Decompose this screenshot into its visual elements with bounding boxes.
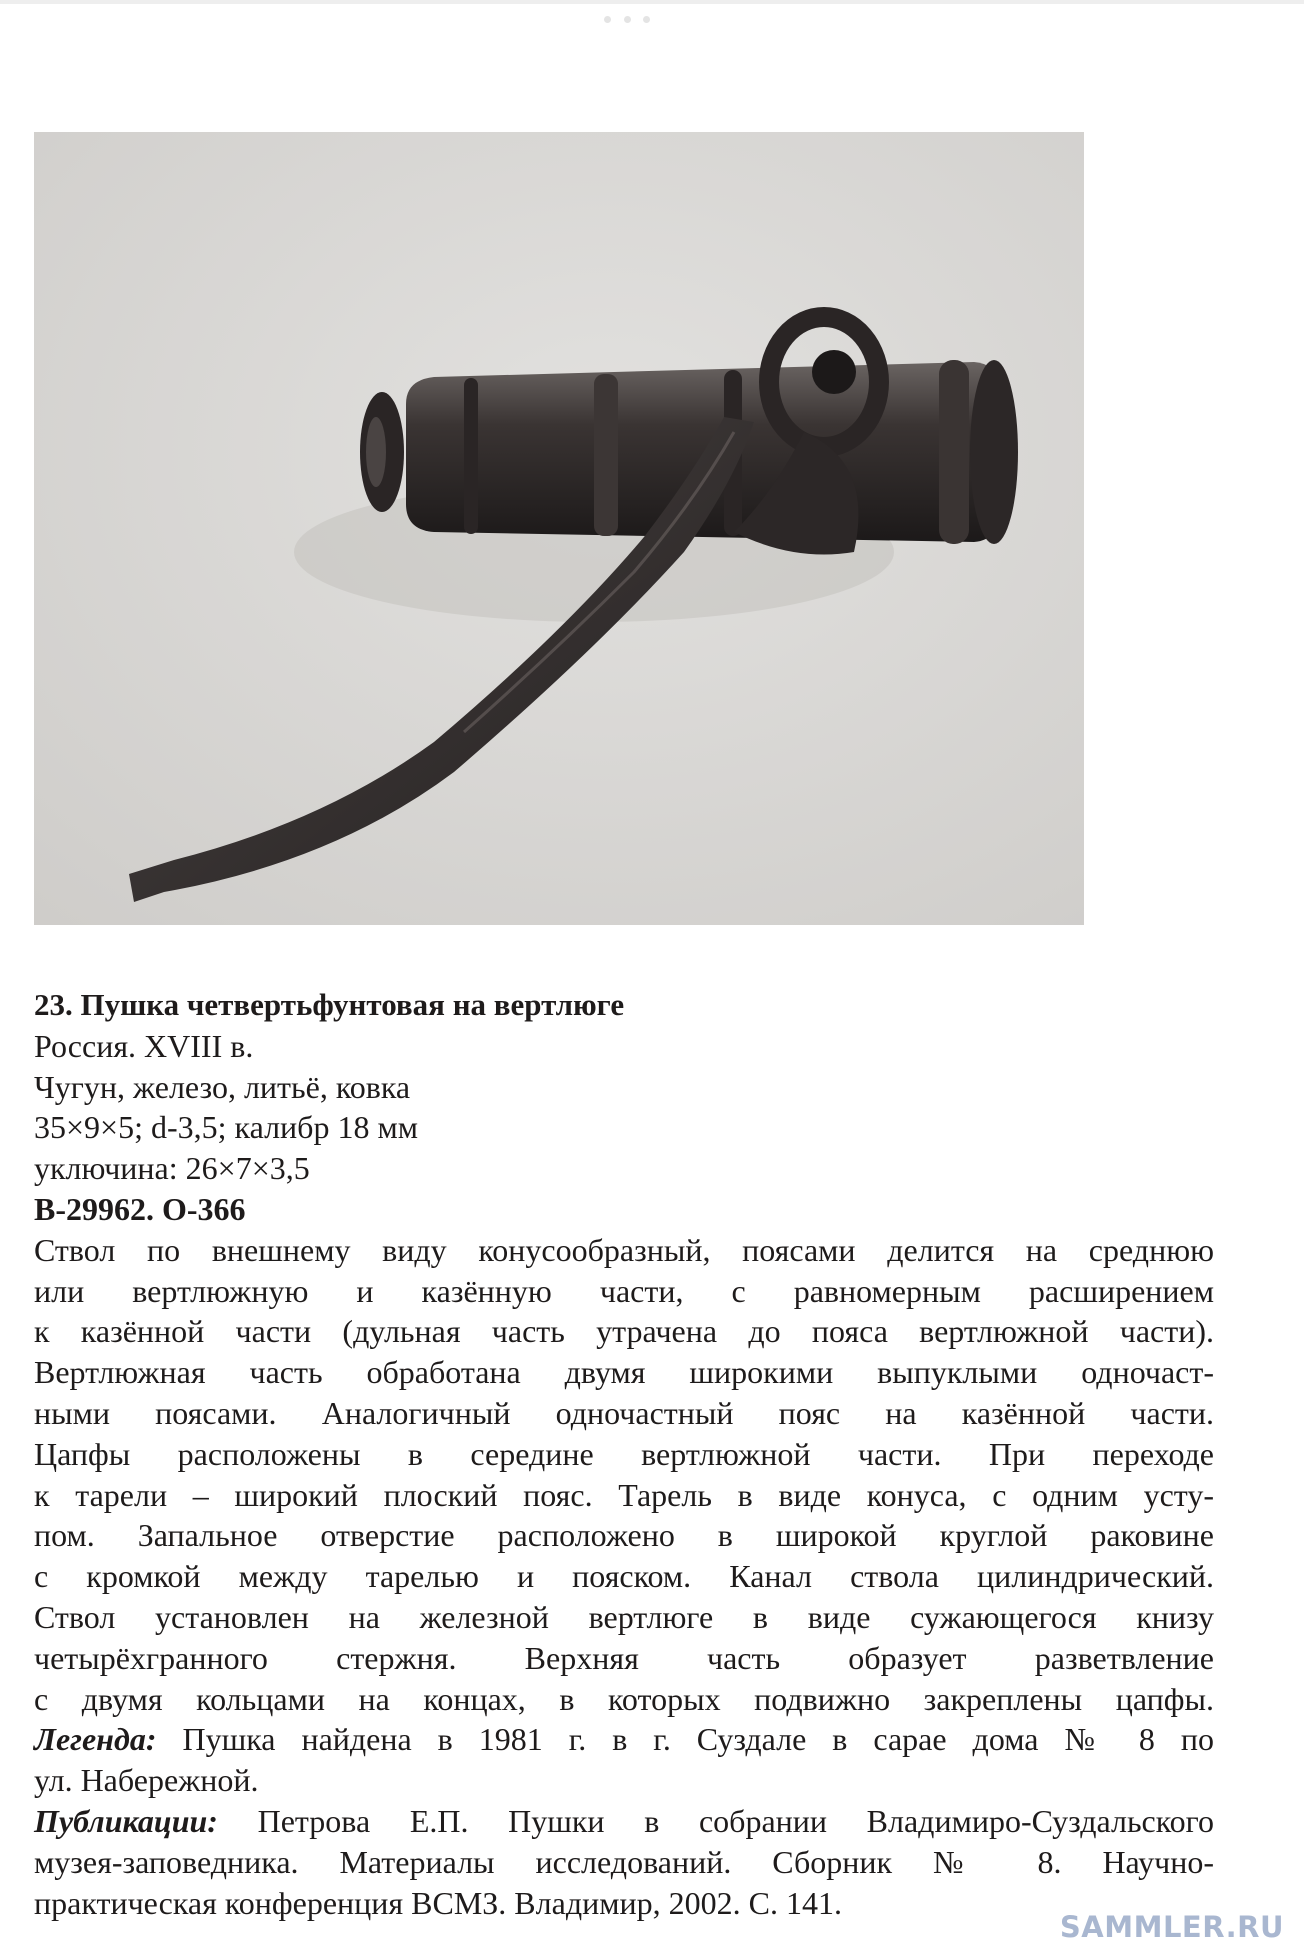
entry-title: 23. Пушка четвертьфунтовая на вертлюге <box>34 987 625 1022</box>
entry-dimensions: 35×9×5; d-3,5; калибр 18 мм <box>34 1109 418 1146</box>
entry-material: Чугун, железо, литьё, ковка <box>34 1068 411 1105</box>
page-dot <box>643 16 650 23</box>
description-line: четырёхгранного стержня. Верхняя часть образует разветвление <box>34 1639 1214 1676</box>
entry-legend <box>34 1719 1214 1801</box>
legend-text: Пушка найдена в 1981 г. в г. Суздале в сарае дома № 8 по <box>182 1721 1215 1758</box>
description-line: Ствол по внешнему виду конусообразный, поясами делится на среднюю <box>34 1231 1214 1268</box>
entry-swivel-dimensions: уключина: 26×7×3,5 <box>34 1150 310 1187</box>
description-line: к тарели – широкий плоский пояс. Тарель в виде конуса, с одним усту- <box>34 1476 1214 1513</box>
entry-description <box>34 1230 1214 1720</box>
top-bar <box>0 0 1304 4</box>
description-line: с кромкой между тарелью и пояском. Канал ствола цилиндрический. <box>34 1558 1214 1595</box>
cannon-photo <box>34 132 1084 925</box>
description-line: Вертлюжная часть обработана двумя широкими выпуклыми одночаст- <box>34 1354 1214 1391</box>
entry-publications <box>34 1801 1214 1923</box>
entry-origin: Россия. XVIII в. <box>34 1027 254 1064</box>
page-dot <box>624 16 631 23</box>
description-line: или вертлюжную и казённую части, с равномерным расширением <box>34 1272 1214 1309</box>
description-line: Цапфы расположены в середине вертлюжной части. При переходе <box>34 1435 1214 1472</box>
legend-line <box>34 1719 1214 1760</box>
description-line: с двумя кольцами на концах, в которых подвижно закреплены цапфы. <box>34 1680 1214 1717</box>
legend-line: ул. Набережной. <box>34 1762 259 1799</box>
cannon-illustration <box>34 132 1084 925</box>
page-indicator <box>604 14 650 24</box>
description-line: пом. Запальное отверстие расположено в широкой круглой раковине <box>34 1517 1214 1554</box>
publications-label: Публикации: <box>34 1802 218 1839</box>
legend-label: Легенда: <box>34 1721 157 1758</box>
watermark: SAMMLER.RU <box>1059 1910 1284 1944</box>
publications-line <box>34 1801 1214 1842</box>
catalog-entry <box>34 985 1214 1923</box>
page-dot <box>604 16 611 23</box>
description-line: ными поясами. Аналогичный одночастный пояс на казённой части. <box>34 1394 1214 1431</box>
description-line: к казённой части (дульная часть утрачена до пояса вертлюжной части). <box>34 1313 1214 1350</box>
entry-inventory: В-29962. О-366 <box>34 1190 246 1227</box>
publications-line: практическая конференция ВСМЗ. Владимир, 2002. С. 141. <box>34 1884 842 1921</box>
publications-text: Петрова Е.П. Пушки в собрании Владимиро-Суздальского <box>257 1802 1215 1839</box>
publications-line: музея-заповедника. Материалы исследований. Сборник № 8. Научно- <box>34 1843 1214 1880</box>
description-line: Ствол установлен на железной вертлюге в виде сужающегося книзу <box>34 1598 1214 1635</box>
